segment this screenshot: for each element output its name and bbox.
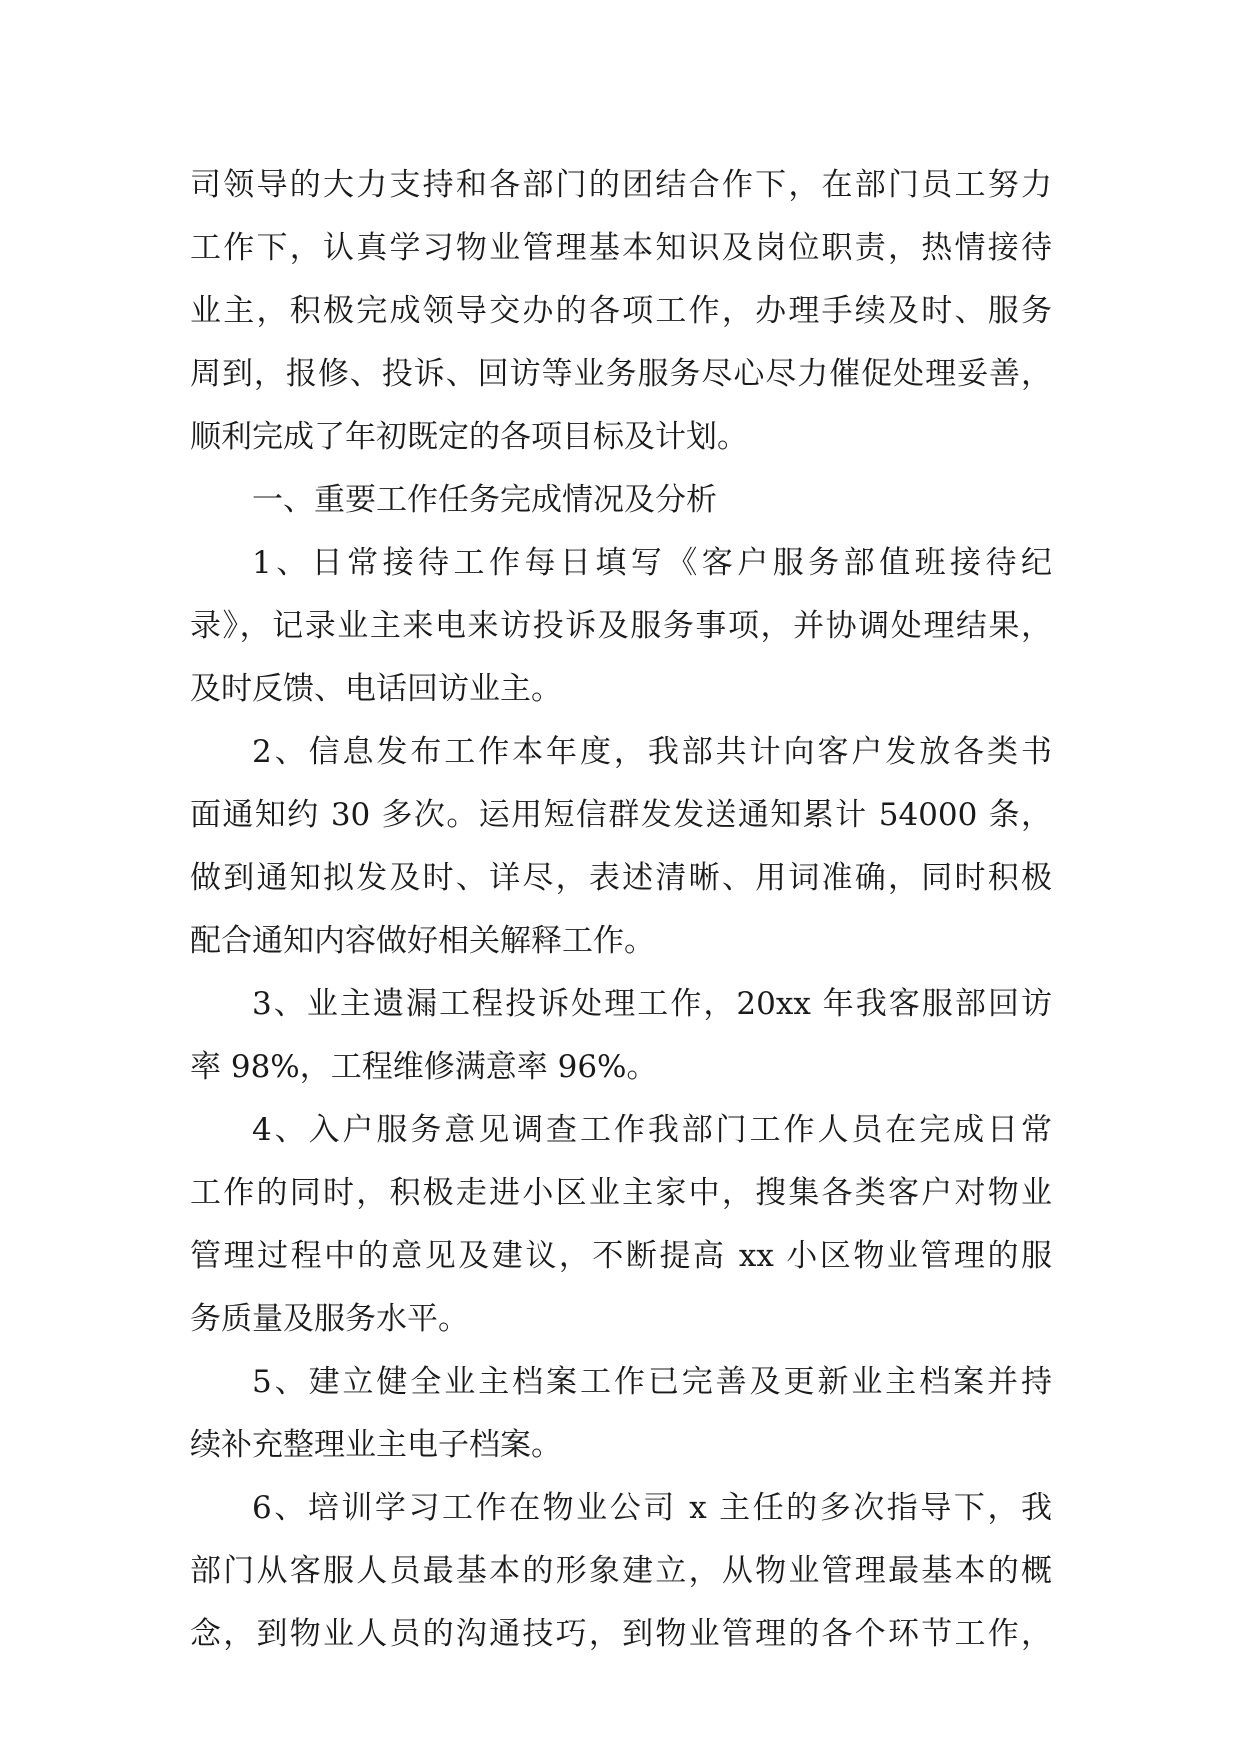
text-line: 及时反馈、电话回访业主。 — [190, 671, 562, 707]
section-heading: 一、重要工作任务完成情况及分析 — [252, 482, 717, 518]
text-line: 5、建立健全业主档案工作已完善及更新业主档案并持 — [252, 1364, 1052, 1400]
text-line: 念，到物业人员的沟通技巧，到物业管理的各个环节工作， — [190, 1616, 1052, 1652]
text-line: 司领导的大力支持和各部门的团结合作下，在部门员工努力 — [190, 167, 1052, 203]
text-line: 续补充整理业主电子档案。 — [190, 1427, 562, 1463]
text-line: 2、信息发布工作本年度，我部共计向客户发放各类书 — [252, 734, 1052, 770]
text-line: 顺利完成了年初既定的各项目标及计划。 — [190, 419, 748, 455]
text-line: 1、日常接待工作每日填写《客户服务部值班接待纪 — [252, 545, 1052, 581]
text-line: 工作下，认真学习物业管理基本知识及岗位职责，热情接待 — [190, 230, 1052, 266]
text-line: 4、入户服务意见调查工作我部门工作人员在完成日常 — [252, 1112, 1052, 1148]
text-line: 做到通知拟发及时、详尽，表述清晰、用词准确，同时积极 — [190, 860, 1052, 896]
text-line: 业主，积极完成领导交办的各项工作，办理手续及时、服务 — [190, 293, 1052, 329]
document-body — [190, 154, 1052, 1666]
text-line: 面通知约 30 多次。运用短信群发发送通知累计 54000 条， — [190, 797, 1052, 833]
text-line: 部门从客服人员最基本的形象建立，从物业管理最基本的概 — [190, 1553, 1052, 1589]
text-line: 配合通知内容做好相关解释工作。 — [190, 923, 655, 959]
text-line: 3、业主遗漏工程投诉处理工作，20xx 年我客服部回访 — [252, 986, 1052, 1022]
text-line: 6、培训学习工作在物业公司 x 主任的多次指导下，我 — [252, 1490, 1052, 1526]
text-line: 率 98%，工程维修满意率 96%。 — [190, 1049, 658, 1085]
text-line: 工作的同时，积极走进小区业主家中，搜集各类客户对物业 — [190, 1175, 1052, 1211]
text-line: 务质量及服务水平。 — [190, 1301, 469, 1337]
text-line: 周到，报修、投诉、回访等业务服务尽心尽力催促处理妥善， — [190, 356, 1052, 392]
text-line: 录》，记录业主来电来访投诉及服务事项，并协调处理结果， — [190, 608, 1052, 644]
text-line: 管理过程中的意见及建议，不断提高 xx 小区物业管理的服 — [190, 1238, 1052, 1274]
